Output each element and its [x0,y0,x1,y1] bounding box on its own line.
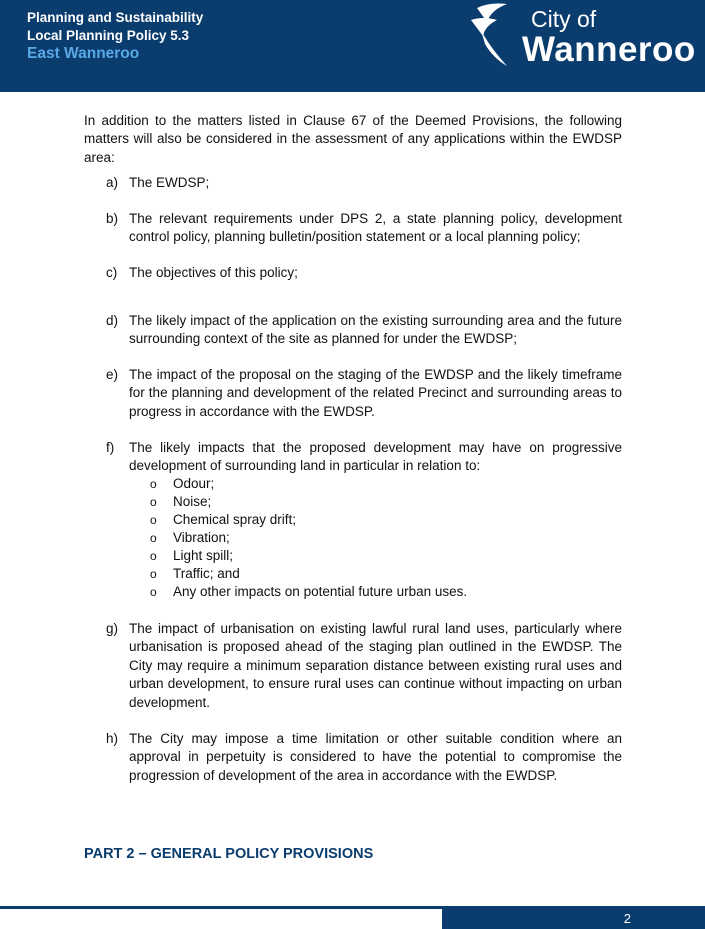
list-item-letter: g) [106,621,119,636]
circle-bullet: o [150,531,157,545]
header-department: Planning and Sustainability [27,10,204,25]
list-item-text: The impact of the proposal on the staging of the EWDSP and the likely timeframe for the planning and development of the related Precinct and surrounding areas to progress in accordance with the EWDSP. [129,367,622,419]
list-item-text: The EWDSP; [129,175,210,190]
circle-bullet: o [150,477,157,491]
part-2-heading: PART 2 – GENERAL POLICY PROVISIONS [84,846,374,862]
list-item-text: The City may impose a time limitation or other suitable condition where an approval in perpetuity is considered to have the potential to compromise the progression of development of the area in accordance with the EWDSP. [129,731,622,783]
list-item-text: The likely impacts that the proposed development may have on progressive development of surrounding land in particular in relation to: [129,440,622,474]
list-item-letter: c) [106,265,118,280]
footer-page-box [442,909,705,929]
list-item-text: The objectives of this policy; [129,265,298,280]
logo-city-of-text: City of [531,6,597,32]
list-item-letter: e) [106,367,119,382]
circle-bullet: o [150,495,157,509]
list-item-letter: b) [106,211,119,226]
circle-bullet: o [150,567,157,581]
list-item-text: The likely impact of the application on the existing surrounding area and the future surrounding context of the site as planned for under the EWDSP; [129,313,622,347]
page-header [0,0,705,92]
list-item-letter: d) [106,313,119,328]
list-item-text: The relevant requirements under DPS 2, a state planning policy, development control policy, planning bulletin/position statement or a local planning policy; [129,211,622,245]
logo-swoosh-icon [467,0,527,70]
list-item-letter: h) [106,731,119,746]
header-policy-title: Local Planning Policy 5.3 [27,28,190,43]
sub-list-text: Vibration; [173,530,230,545]
circle-bullet: o [150,549,157,563]
sub-list-text: Noise; [173,494,212,509]
sub-list-text: Light spill; [173,548,234,563]
sub-list-text: Chemical spray drift; [173,512,297,527]
list-item-letter: a) [106,175,119,190]
intro-paragraph: In addition to the matters listed in Clause 67 of the Deemed Provisions, the following matters will also be considered in the assessment of any applications within the EWDSP area: [84,113,622,165]
logo-wanneroo-text: Wanneroo [522,30,696,69]
page-number: 2 [623,911,631,926]
sub-list-text: Any other impacts on potential future urban uses. [173,584,468,599]
city-of-wanneroo-logo [473,0,696,80]
circle-bullet: o [150,585,157,599]
circle-bullet: o [150,513,157,527]
sub-list-text: Odour; [173,476,215,491]
list-item-text: The impact of urbanisation on existing lawful rural land uses, particularly where urbanisation is proposed ahead of the staging plan outlined in the EWDSP. The City may require a minimum separation distance between existing rural uses and urban development, to ensure rural uses can continue without impacting on urban development. [129,621,622,710]
list-item-letter: f) [106,440,115,455]
header-area-name: East Wanneroo [27,45,140,62]
sub-list-text: Traffic; and [173,566,240,581]
